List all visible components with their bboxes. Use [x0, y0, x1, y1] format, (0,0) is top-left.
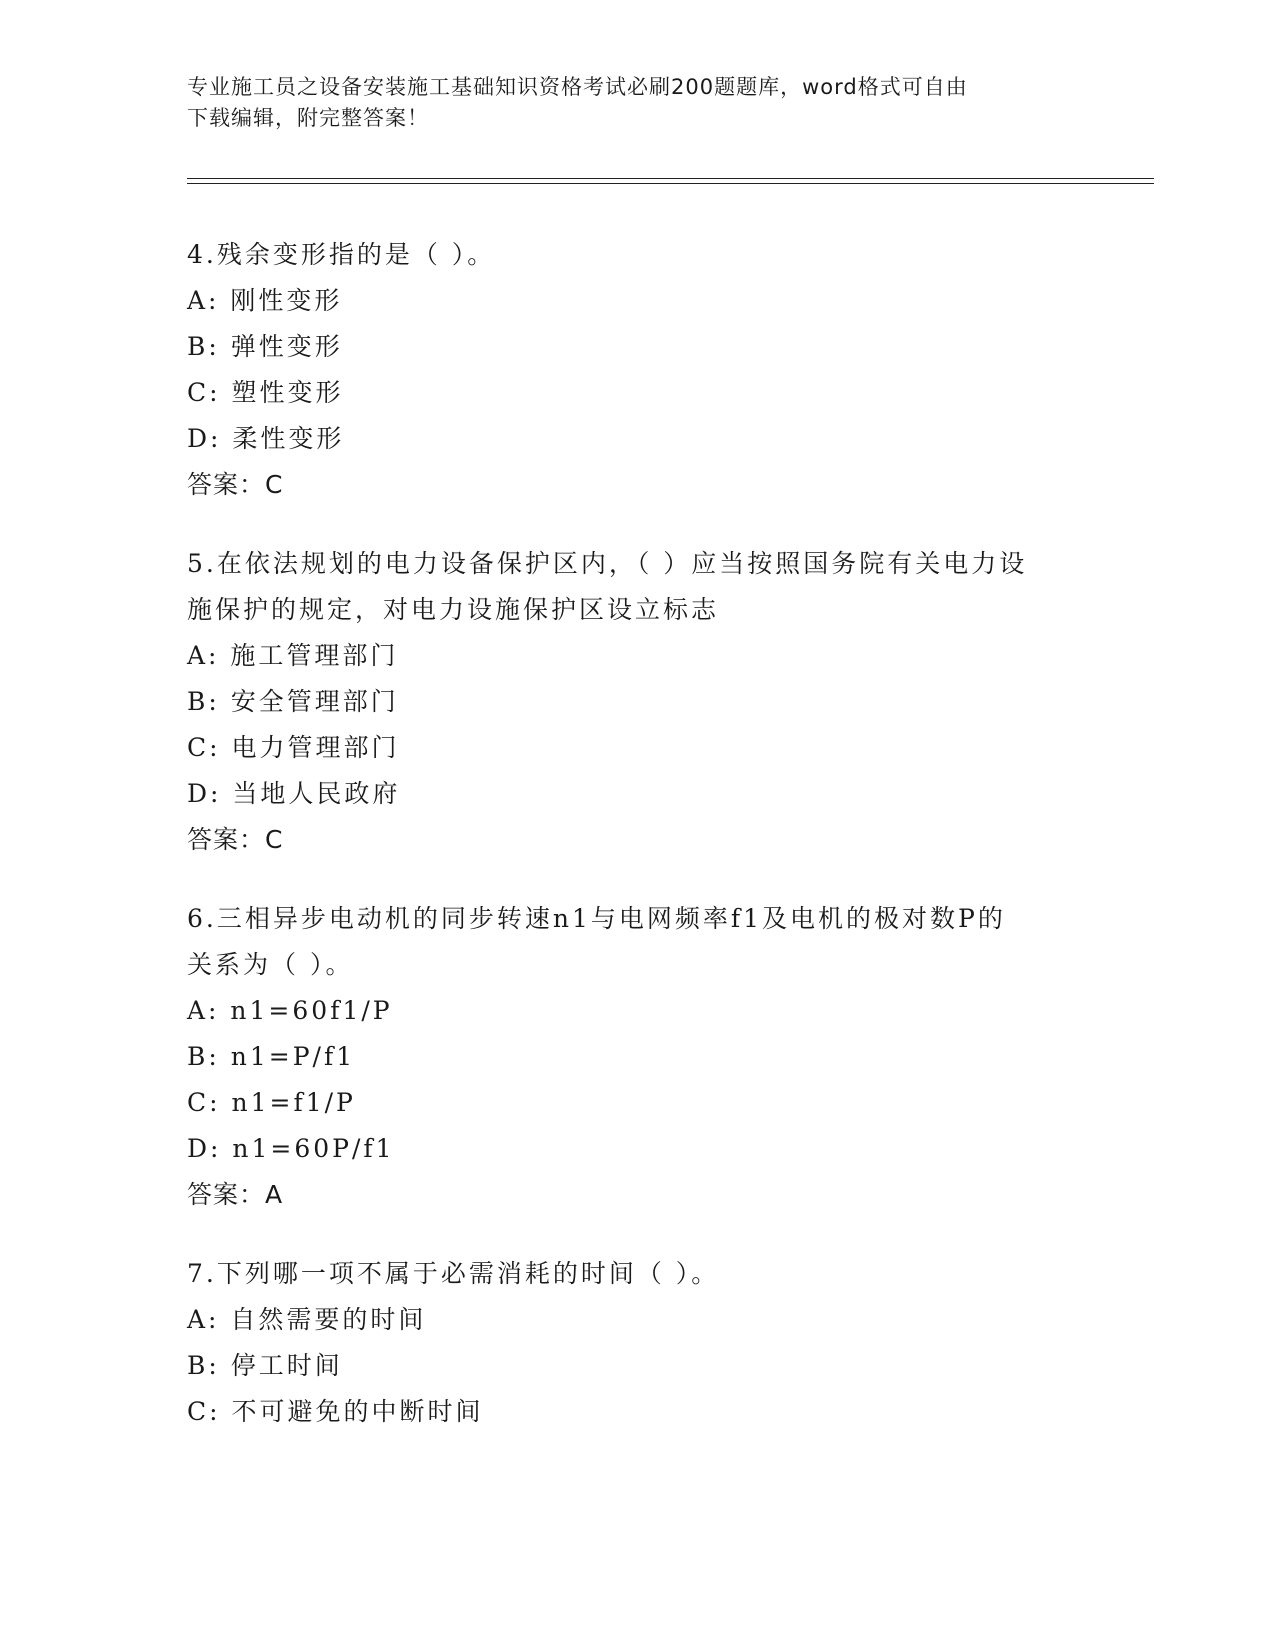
option-a: A: 施工管理部门: [187, 641, 399, 670]
answer: 答案：A: [187, 1180, 284, 1209]
question-stem-continued: 施保护的规定，对电力设施保护区设立标志: [187, 595, 720, 624]
document-header: [187, 72, 1087, 134]
question-stem-continued: 关系为（ ）。: [187, 950, 354, 979]
header-rule-bottom: [187, 183, 1154, 184]
question-5: [187, 541, 1087, 863]
option-b: B: 弹性变形: [187, 332, 343, 361]
question-7: [187, 1251, 1087, 1435]
option-c: C: 电力管理部门: [187, 733, 400, 762]
answer: 答案：C: [187, 470, 284, 499]
option-a: A: 自然需要的时间: [187, 1305, 427, 1334]
option-c: C: 不可避免的中断时间: [187, 1397, 484, 1426]
option-c: C: n1=f1/P: [187, 1088, 356, 1117]
option-a: A: n1=60f1/P: [187, 996, 393, 1025]
question-stem: 5.在依法规划的电力设备保护区内，（ ）应当按照国务院有关电力设: [187, 549, 1028, 578]
option-b: B: 停工时间: [187, 1351, 343, 1380]
option-d: D: 柔性变形: [187, 424, 345, 453]
option-b: B: n1=P/f1: [187, 1042, 356, 1071]
question-stem: 6.三相异步电动机的同步转速n1与电网频率f1及电机的极对数P的: [187, 904, 1006, 933]
question-list: [187, 232, 1087, 1468]
question-stem: 7.下列哪一项不属于必需消耗的时间（ ）。: [187, 1259, 720, 1288]
option-c: C: 塑性变形: [187, 378, 344, 407]
header-line-2: 下载编辑，附完整答案！: [187, 106, 429, 130]
option-a: A: 刚性变形: [187, 286, 343, 315]
question-stem: 4.残余变形指的是（ ）。: [187, 240, 496, 269]
option-b: B: 安全管理部门: [187, 687, 399, 716]
option-d: D: n1=60P/f1: [187, 1134, 395, 1163]
answer: 答案：C: [187, 825, 284, 854]
header-line-1: 专业施工员之设备安装施工基础知识资格考试必刷200题题库，word格式可自由: [187, 75, 968, 99]
option-d: D: 当地人民政府: [187, 779, 401, 808]
header-rule-top: [187, 178, 1154, 179]
question-4: [187, 232, 1087, 508]
question-6: [187, 896, 1087, 1218]
